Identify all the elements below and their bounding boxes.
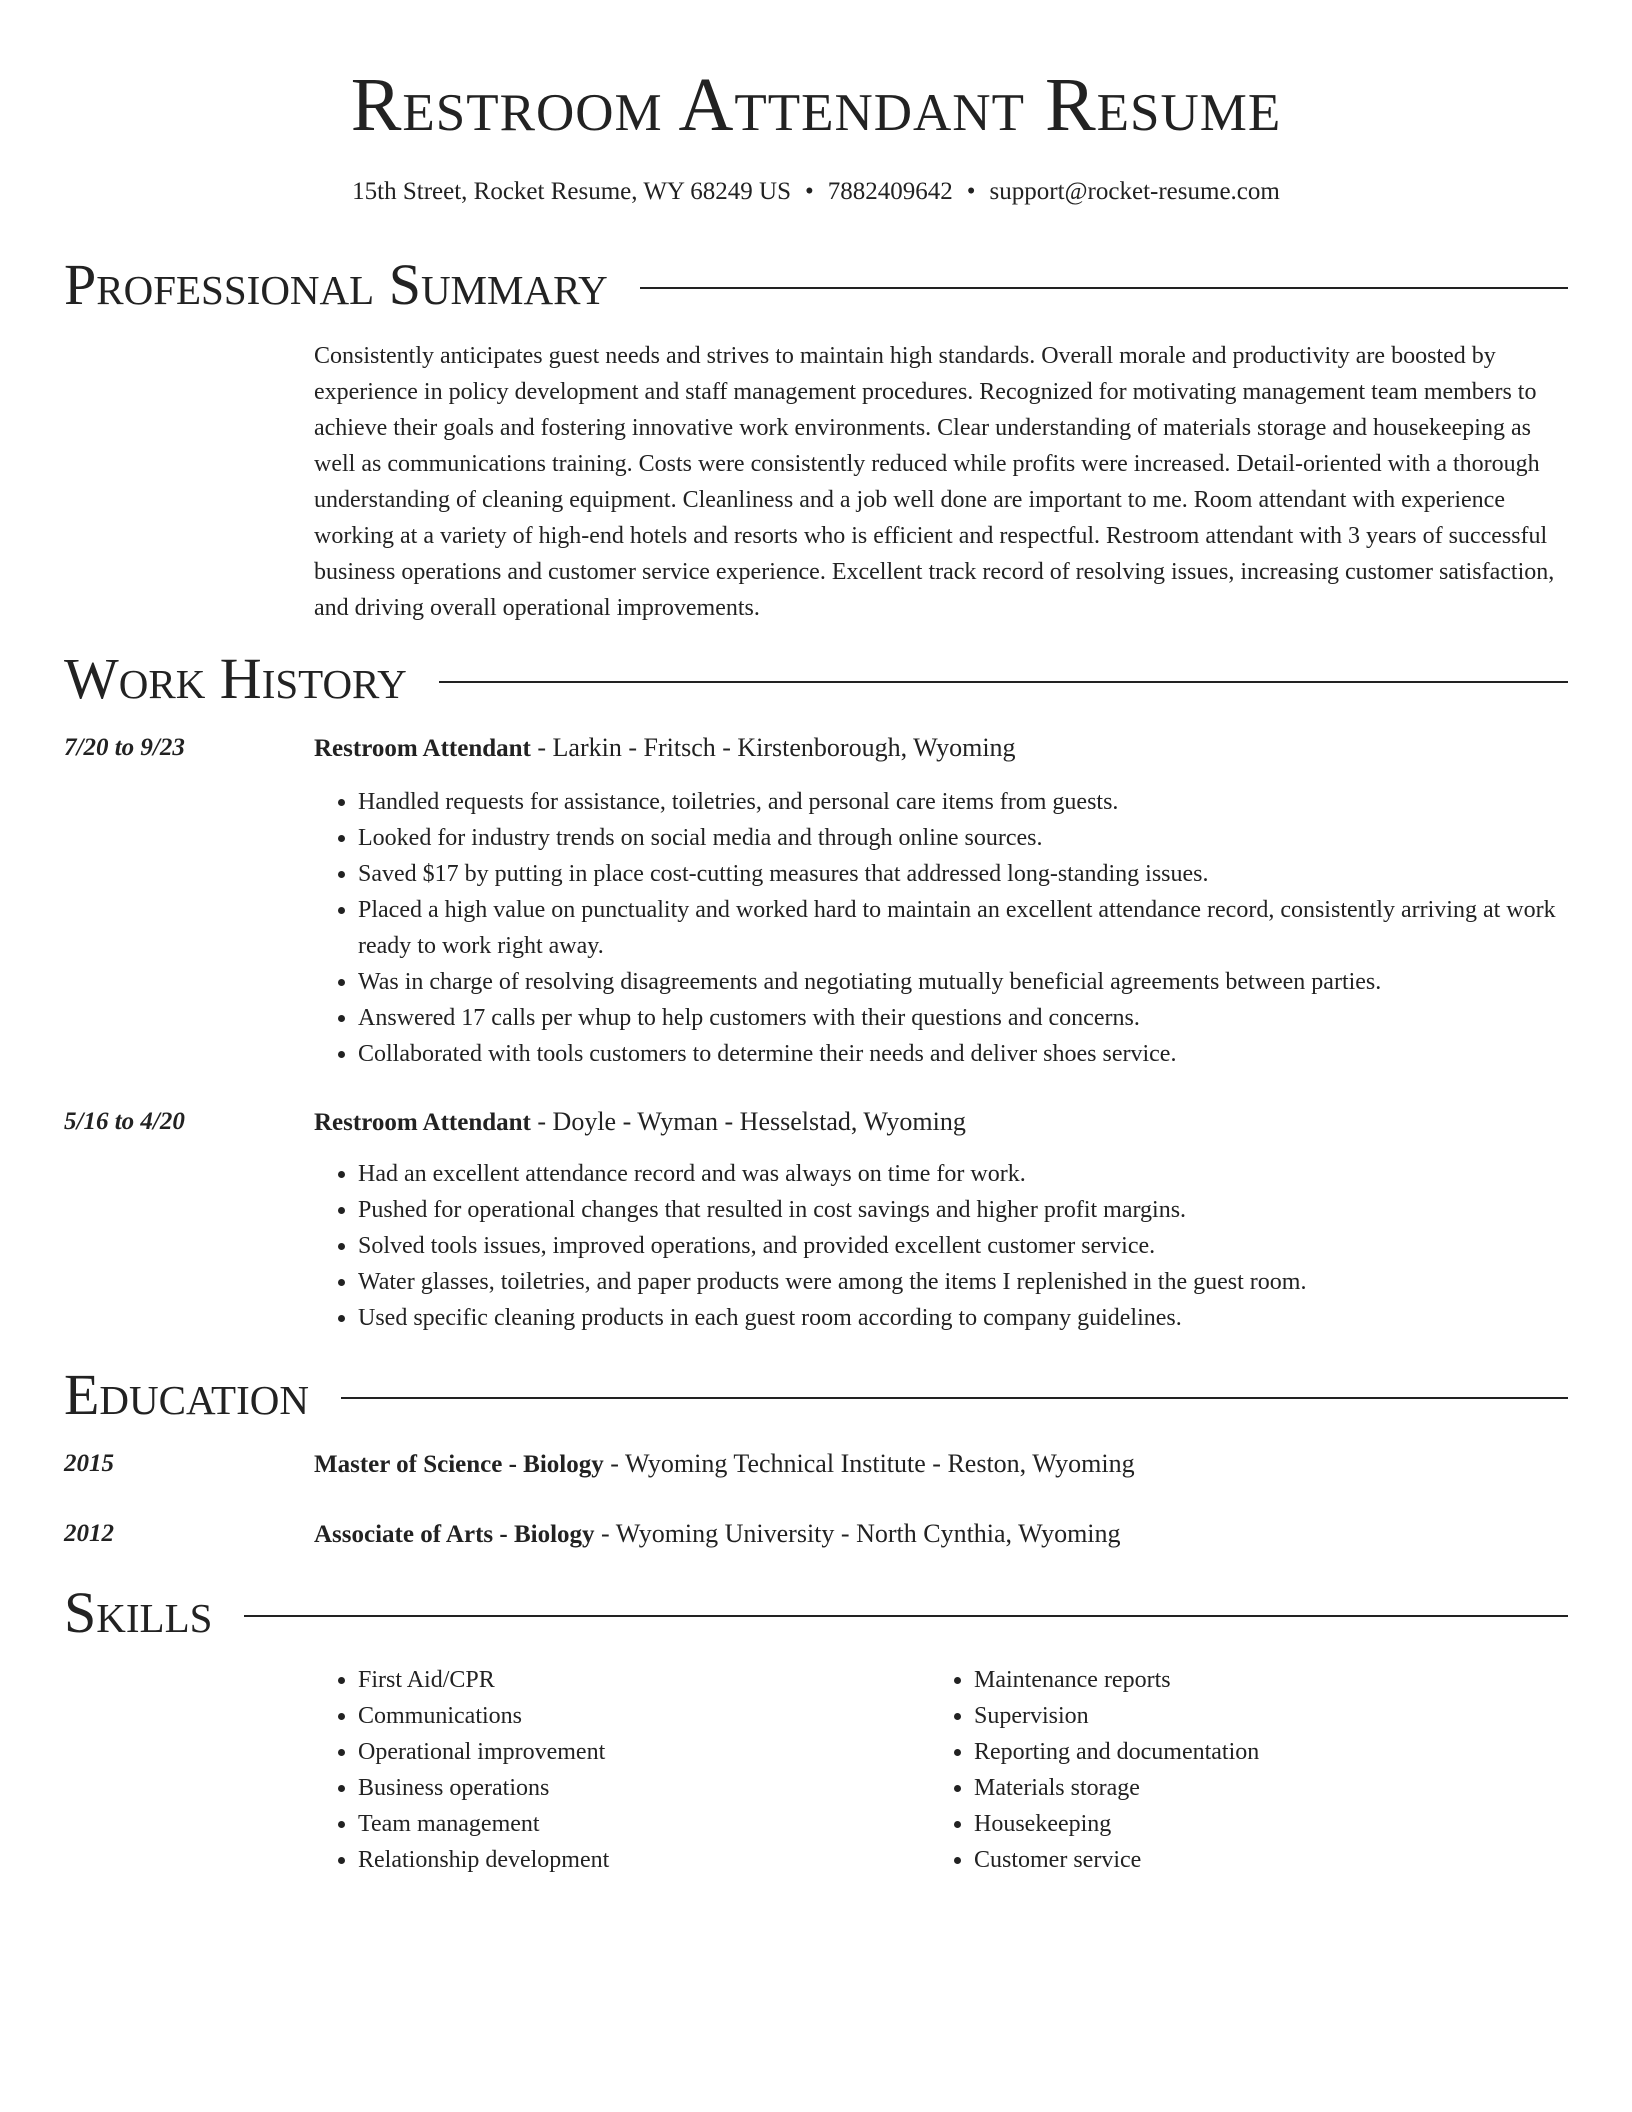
skills-list-left [314, 1662, 874, 1878]
list-item: • Used specific cleaning products in each guest room according to company guidelines. [358, 1300, 1570, 1336]
list-item: • Operational improvement [358, 1734, 874, 1770]
list-item: • Team management [358, 1806, 874, 1842]
section-title-skills: Skills [64, 1580, 213, 1645]
section-divider [244, 1615, 1568, 1617]
summary-text: Consistently anticipates guest needs and strives to maintain high standards. Overall morale and productivity are boosted by experience in policy development and staff management procedures. Recognized for motivating management team members to achieve their goals and fostering innovative work environments. Clear understanding of materials storage and housekeeping as well as communications training. Costs were consistently reduced while profits were increased. Detail-oriented with a thorough understanding of cleaning equipment. Cleanliness and a job well done are important to me. Room attendant with experience working at a variety of high-end hotels and resorts who is efficient and respectful. Restroom attendant with 3 years of successful business operations and customer service experience. Excellent track record of resolving issues, increasing customer satisfaction, and driving overall operational improvements. [314, 343, 1555, 621]
list-item: • Communications [358, 1698, 874, 1734]
list-item: • Handled requests for assistance, toiletries, and personal care items from guests. [358, 784, 1570, 820]
job-dates: 7/20 to 9/23 [64, 734, 185, 761]
job-duties-list [314, 1156, 1570, 1336]
list-item: • Business operations [358, 1770, 874, 1806]
contact-address: 15th Street, Rocket Resume, WY 68249 US [352, 178, 791, 205]
section-header-work-history [64, 644, 1568, 714]
list-item: • Looked for industry trends on social media and through online sources. [358, 820, 1570, 856]
section-divider [640, 287, 1568, 289]
section-divider [439, 681, 1568, 683]
list-item: • Placed a high value on punctuality and worked hard to maintain an excellent attendance record, consistently arriving at work ready to work right away. [358, 892, 1570, 964]
list-item: • Pushed for operational changes that resulted in cost savings and higher profit margins. [358, 1192, 1570, 1228]
list-item: • Customer service [974, 1842, 1550, 1878]
list-item: • Supervision [974, 1698, 1550, 1734]
section-title-work-history: Work History [64, 646, 407, 711]
job-duties-list [314, 784, 1570, 1072]
section-title-education: Education [64, 1362, 309, 1427]
contact-phone: 7882409642 [827, 178, 953, 205]
skills-list-right [930, 1662, 1550, 1878]
list-item: • Water glasses, toiletries, and paper products were among the items I replenished in the guest room. [358, 1264, 1570, 1300]
job-employer-location: - Doyle - Wyman - Hesselstad, Wyoming [530, 1107, 966, 1136]
list-item: • Maintenance reports [974, 1662, 1550, 1698]
contact-line [0, 172, 1632, 212]
list-item: • Solved tools issues, improved operations, and provided excellent customer service. [358, 1228, 1570, 1264]
section-title-summary: Professional Summary [64, 252, 608, 317]
section-header-education [64, 1360, 1568, 1430]
education-school-location: - Wyoming University - North Cynthia, Wyoming [594, 1519, 1121, 1548]
education-degree: Master of Science - Biology [314, 1451, 604, 1478]
education-entry [314, 1446, 1570, 1483]
job-title: Restroom Attendant [314, 1109, 531, 1136]
section-divider [341, 1397, 1568, 1399]
job-header [314, 1104, 1570, 1141]
section-header-skills [64, 1578, 1568, 1648]
contact-email[interactable]: support@rocket-resume.com [989, 178, 1280, 205]
job-header [314, 730, 1570, 767]
list-item: • Saved $17 by putting in place cost-cutting measures that addressed long-standing issues. [358, 856, 1570, 892]
list-item: • Was in charge of resolving disagreements and negotiating mutually beneficial agreements between parties. [358, 964, 1570, 1000]
contact-separator: • [966, 178, 976, 205]
education-school-location: - Wyoming Technical Institute - Reston, Wyoming [603, 1449, 1135, 1478]
job-dates: 5/16 to 4/20 [64, 1108, 185, 1135]
job-employer-location: - Larkin - Fritsch - Kirstenborough, Wyoming [530, 733, 1016, 762]
education-year: 2015 [64, 1450, 114, 1477]
job-title: Restroom Attendant [314, 735, 531, 762]
contact-separator: • [805, 178, 814, 205]
list-item: • Collaborated with tools customers to determine their needs and deliver shoes service. [358, 1036, 1570, 1072]
section-header-summary [64, 250, 1568, 320]
list-item: • First Aid/CPR [358, 1662, 874, 1698]
education-degree: Associate of Arts - Biology [314, 1521, 595, 1548]
list-item: • Reporting and documentation [974, 1734, 1550, 1770]
education-entry [314, 1516, 1570, 1553]
education-year: 2012 [64, 1520, 114, 1547]
list-item: • Materials storage [974, 1770, 1550, 1806]
list-item: • Relationship development [358, 1842, 874, 1878]
list-item: • Had an excellent attendance record and was always on time for work. [358, 1156, 1570, 1192]
list-item: • Answered 17 calls per whup to help customers with their questions and concerns. [358, 1000, 1570, 1036]
list-item: • Housekeeping [974, 1806, 1550, 1842]
resume-title: Restroom Attendant Resume [350, 63, 1282, 147]
